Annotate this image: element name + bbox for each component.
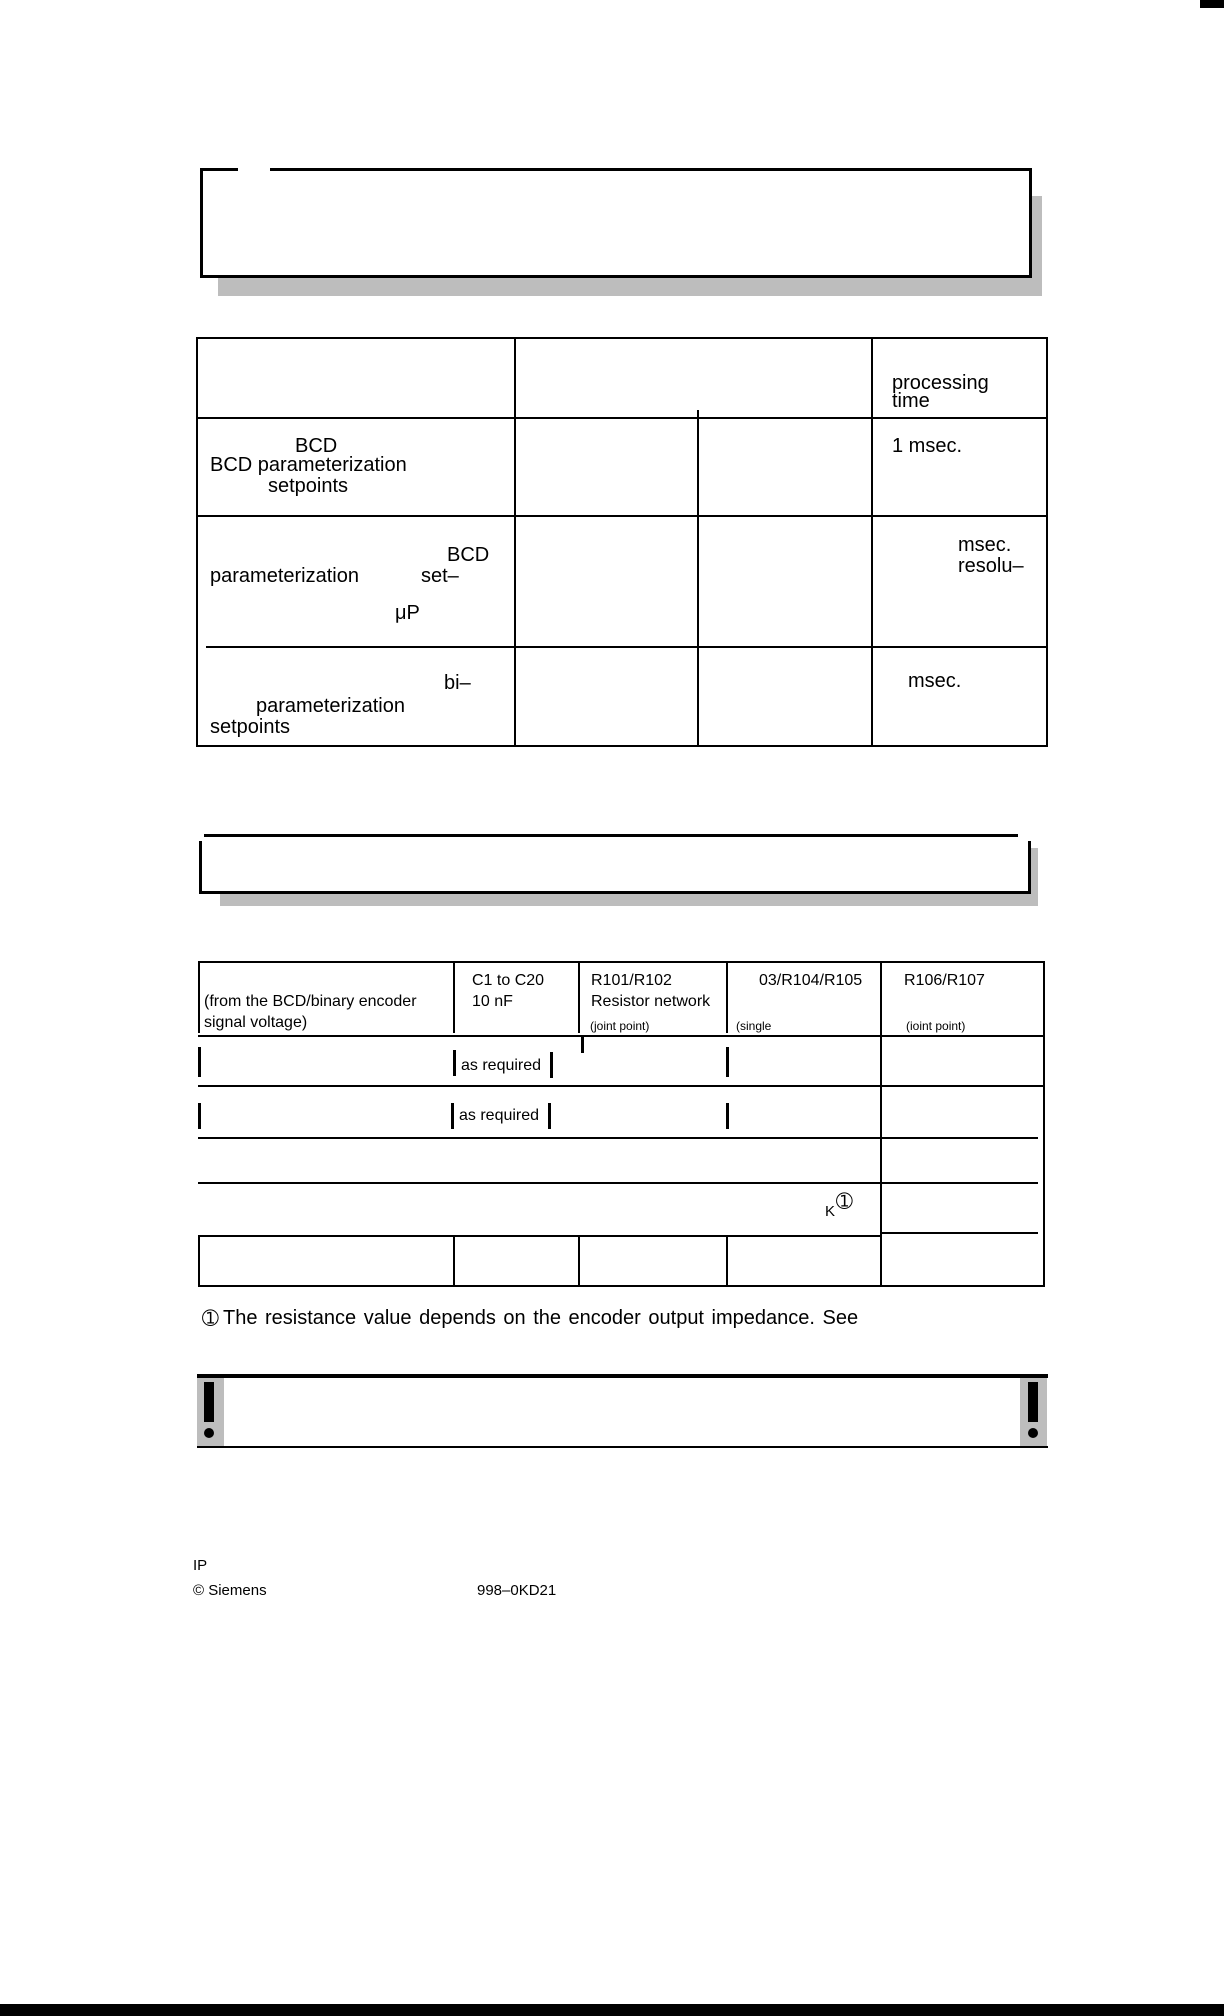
table-2-rule <box>198 1085 1045 1087</box>
table-2-rule <box>198 1137 1038 1139</box>
t1-r2-time2: resolu– <box>958 555 1024 577</box>
table-2-tick <box>453 1050 456 1076</box>
footnote-text: The resistance value depends on the encoder output impedance. See <box>223 1307 859 1329</box>
t1-r2-line3: μP <box>395 602 420 624</box>
table-2-tick <box>198 1047 201 1077</box>
table-2-col-rule <box>198 961 200 1033</box>
table-2-tick <box>581 1035 584 1053</box>
table-2-col-rule <box>880 961 882 1287</box>
corner-mark <box>1200 0 1224 8</box>
footer-copyright: © Siemens <box>193 1582 267 1599</box>
t2-h-col4-line1: 03/R104/R105 <box>759 972 863 989</box>
t2-r4-label: K <box>825 1203 836 1220</box>
table-2-tick <box>451 1103 454 1129</box>
t2-h-col3-line1: R101/R102 <box>591 972 672 989</box>
t1-r1-line2: BCD parameterization <box>210 454 407 476</box>
table-1-rule <box>206 646 1046 648</box>
t1-r1-line3: setpoints <box>268 475 349 497</box>
warning-box-bottom <box>197 1446 1048 1448</box>
footnote-marker: ➀ <box>202 1306 219 1330</box>
table-2-col-rule <box>453 1235 455 1287</box>
table-2-col-rule <box>726 1235 728 1287</box>
table-2-tick <box>726 1047 729 1077</box>
t1-r3-time: msec. <box>908 670 962 692</box>
table-2-col-rule <box>726 961 728 1033</box>
table-2-col-rule <box>453 961 455 1033</box>
t2-h-col2-line2: 10 nF <box>472 993 513 1010</box>
section-header-1-notch <box>238 165 270 173</box>
table-1-col-rule <box>514 337 516 745</box>
t2-h-col4-line3: (single <box>736 1019 772 1033</box>
t1-header-time: time <box>892 390 930 412</box>
table-2-rule <box>198 1035 1045 1037</box>
table-2-rule <box>880 1232 1038 1234</box>
footer-code: IP <box>193 1557 208 1574</box>
page-bottom-bar <box>0 2004 1224 2016</box>
footer-order-no: 998–0KD21 <box>477 1582 557 1599</box>
warning-left-icon <box>202 1382 216 1442</box>
table-1-col-rule <box>697 410 699 745</box>
table-2-rule <box>198 1182 1038 1184</box>
table-2-col-rule <box>578 1235 580 1287</box>
table-2-top <box>198 961 1045 963</box>
t1-r3-line2: parameterization <box>256 695 405 717</box>
t1-header-processing: processing <box>892 372 989 394</box>
table-2-bottom <box>198 1285 1045 1287</box>
section-header-2-topline <box>204 834 1018 837</box>
table-2-col-rule <box>578 961 580 1033</box>
table-2-rule <box>198 1235 880 1237</box>
t1-r3-line1: bi– <box>444 672 471 694</box>
section-header-2 <box>199 841 1031 894</box>
t2-h-col1-line1: (from the BCD/binary encoder <box>204 993 417 1010</box>
t2-h-col2-line1: C1 to C20 <box>472 972 545 989</box>
t1-r3-line3: setpoints <box>210 716 291 738</box>
warning-right-icon <box>1026 1382 1040 1442</box>
t2-h-col1-line2: signal voltage) <box>204 1014 308 1031</box>
t2-r1-c2: as required <box>461 1057 542 1074</box>
t1-r2-line2a: parameterization <box>210 565 359 587</box>
t1-r2-time1: msec. <box>958 534 1012 556</box>
t1-r1-line1: BCD <box>295 435 338 457</box>
section-header-1 <box>200 168 1032 278</box>
t1-r2-line1: BCD <box>447 544 490 566</box>
t2-h-col5-line1: R106/R107 <box>904 972 985 989</box>
t2-r4-footnote-marker: ➀ <box>836 1189 853 1213</box>
t2-h-col3-line3: (joint point) <box>590 1019 650 1033</box>
t2-h-col3-line2: Resistor network <box>591 993 711 1010</box>
t2-r2-c2: as required <box>459 1107 540 1124</box>
table-2-col-rule <box>198 1235 200 1287</box>
table-1-col-rule <box>871 337 873 745</box>
t1-r1-time: 1 msec. <box>892 435 963 457</box>
table-2-tick <box>550 1052 553 1078</box>
table-2-tick <box>726 1103 729 1129</box>
table-2-col-rule <box>1043 961 1045 1287</box>
warning-box-top <box>197 1374 1048 1378</box>
table-2-tick <box>548 1103 551 1129</box>
table-1-rule <box>196 417 1046 419</box>
t1-r2-line2b: set– <box>421 565 459 587</box>
table-1-rule <box>196 515 1046 517</box>
table-2-tick <box>198 1103 201 1129</box>
t2-h-col5-line3: (ioint point) <box>906 1019 966 1033</box>
